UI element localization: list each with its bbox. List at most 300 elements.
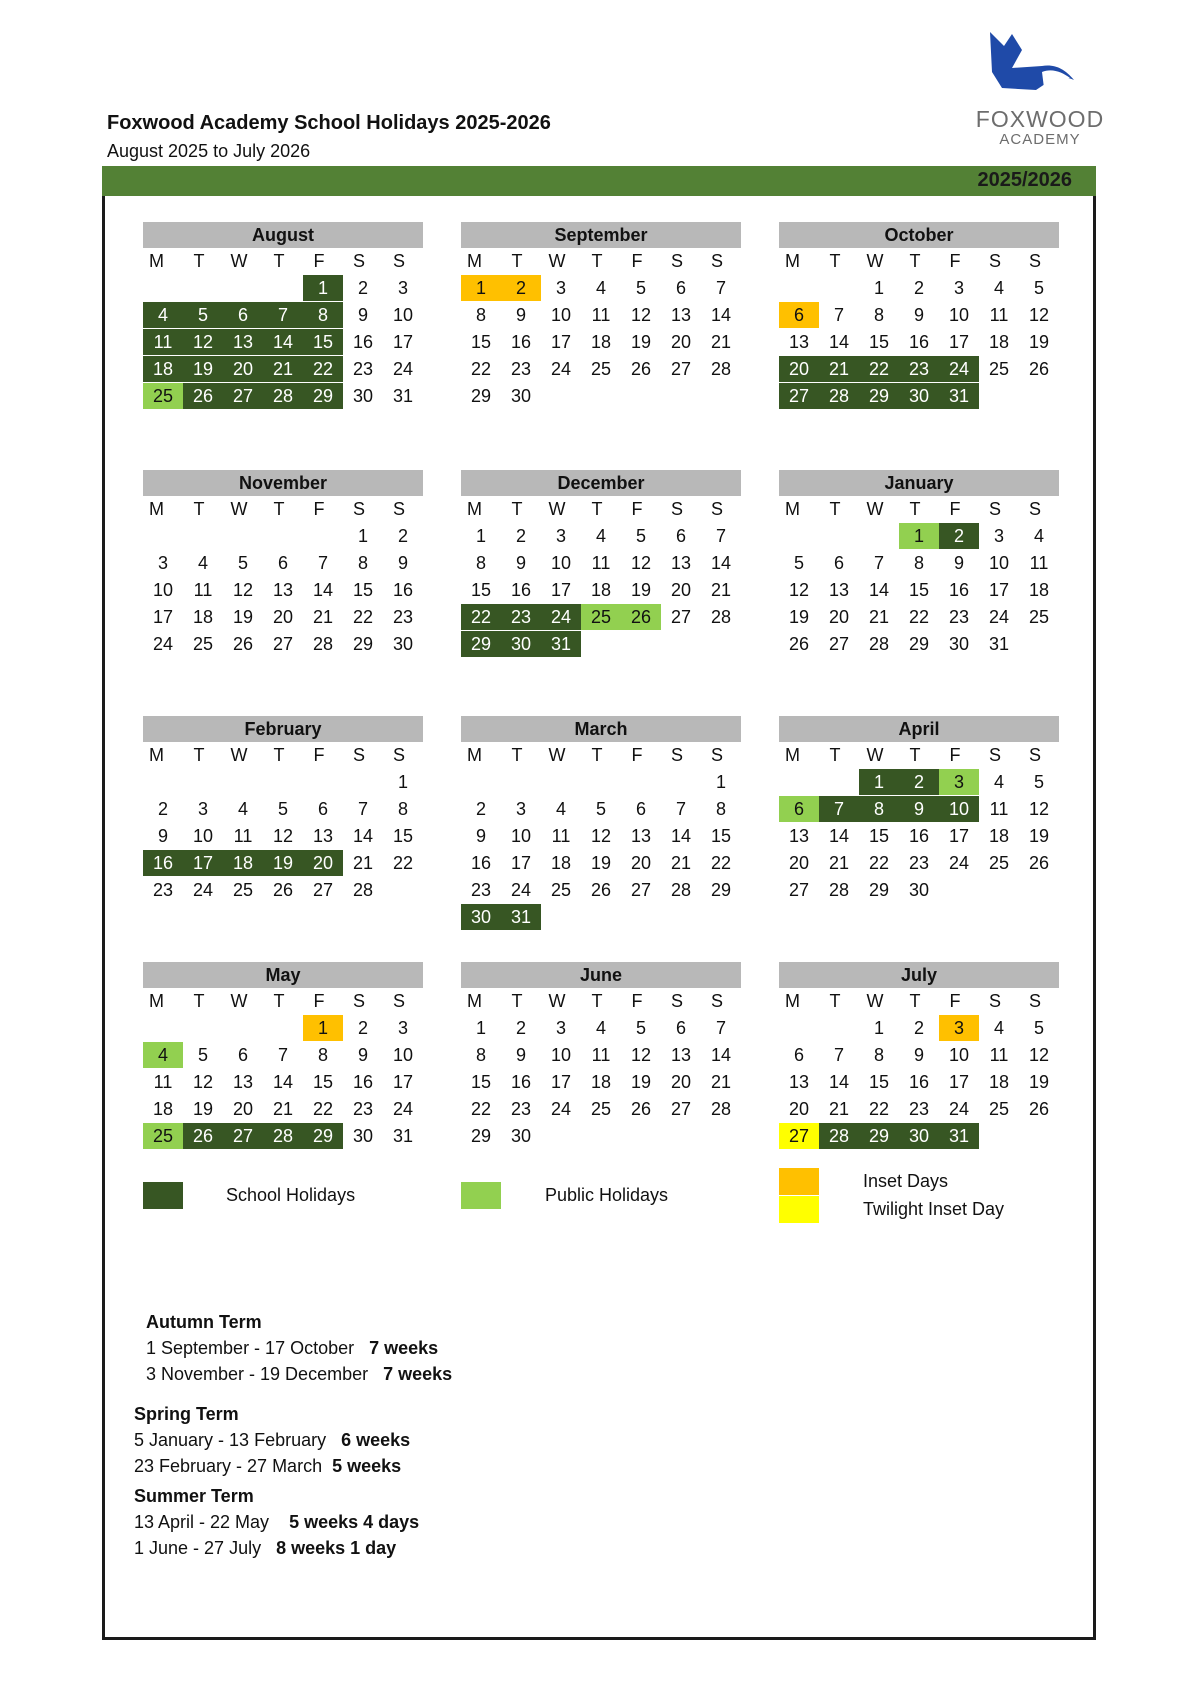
day-cell: 26 [630,1099,652,1119]
day-cell: 17 [550,580,572,600]
weekday-label: M [785,251,800,271]
day-cell: 4 [993,1018,1004,1038]
empty-day [303,769,343,795]
weekday-header [461,988,741,1015]
week-row [143,796,423,823]
day-cell: 11 [989,305,1009,325]
day-cell: 5 [635,278,646,298]
empty-day [939,877,979,903]
day-cell: 11 [989,1045,1009,1065]
page-title: Foxwood Academy School Holidays 2025-2026 [107,112,551,134]
day-cell: 8 [303,302,343,328]
day-cell: 30 [352,1126,374,1146]
day-cell: 11 [143,329,183,355]
month-days [779,988,1059,1150]
day-cell: 30 [461,904,501,930]
day-cell: 20 [788,853,810,873]
day-cell: 25 [550,880,572,900]
day-cell: 16 [352,332,374,352]
empty-day [383,877,423,903]
day-cell: 22 [908,607,930,627]
term-length: 5 weeks [332,1456,402,1476]
weekday-header [143,988,423,1015]
day-cell: 28 [263,383,303,409]
day-cell: 2 [357,278,368,298]
day-cell: 12 [630,1045,652,1065]
day-cell: 18 [223,850,263,876]
day-cell: 8 [317,1045,328,1065]
day-cell: 18 [988,1072,1010,1092]
month-days [143,496,423,658]
weekday-label: T [909,499,921,519]
weekday-label: F [313,991,325,1011]
day-cell: 29 [352,634,374,654]
day-cell: 24 [541,604,581,630]
weekday-label: T [909,745,921,765]
day-cell: 22 [470,1099,492,1119]
day-cell: 3 [397,1018,408,1038]
day-cell: 20 [670,1072,692,1092]
month-days [779,496,1059,658]
day-cell: 15 [312,1072,334,1092]
day-cell: 22 [312,1099,334,1119]
weekday-label: F [949,499,961,519]
weekday-label: T [829,745,841,765]
day-cell: 5 [183,302,223,328]
week-row [779,329,1059,356]
day-cell: 12 [590,826,612,846]
day-cell: 24 [948,1099,970,1119]
week-row [779,383,1059,410]
day-cell: 13 [828,580,850,600]
week-row [461,823,741,850]
day-cell: 13 [670,305,692,325]
weekday-label: M [467,745,482,765]
weekday-header [461,248,741,275]
weekday-label: S [392,745,405,765]
week-row [779,1096,1059,1123]
week-row [779,877,1059,904]
day-cell: 23 [470,880,492,900]
term-line [146,1335,452,1361]
day-cell: 14 [670,826,692,846]
day-cell: 26 [232,634,254,654]
week-row [779,356,1059,383]
weekday-label: F [949,991,961,1011]
day-cell: 30 [908,880,930,900]
day-cell: 19 [590,853,612,873]
empty-day [701,904,741,930]
term-line [146,1361,452,1387]
weekday-label: S [392,251,405,271]
weekday-label: M [467,499,482,519]
day-cell: 13 [788,1072,810,1092]
weekday-label: T [591,991,603,1011]
day-cell: 23 [510,359,532,379]
week-row [143,523,423,550]
day-cell: 1 [873,1018,884,1038]
day-cell: 1 [303,275,343,301]
day-cell: 29 [303,383,343,409]
week-row [461,275,741,302]
day-cell: 15 [470,332,492,352]
day-cell: 1 [303,1015,343,1041]
day-cell: 13 [788,826,810,846]
weekday-label: S [1028,991,1041,1011]
day-cell: 1 [475,1018,486,1038]
day-cell: 20 [630,853,652,873]
day-cell: 31 [939,1123,979,1149]
day-cell: 20 [232,1099,254,1119]
summer-term [134,1483,419,1561]
empty-day [779,523,819,549]
weekday-label: W [866,251,884,271]
weekday-label: T [591,499,603,519]
day-cell: 19 [1028,826,1050,846]
weekday-label: F [631,251,643,271]
month-name: November [143,470,423,496]
day-cell: 14 [263,329,303,355]
weekday-label: F [949,251,961,271]
weekday-label: T [909,991,921,1011]
day-cell: 25 [590,359,612,379]
month-name: December [461,470,741,496]
day-cell: 30 [352,386,374,406]
day-cell: 13 [670,1045,692,1065]
day-cell: 20 [223,356,263,382]
day-cell: 19 [1028,1072,1050,1092]
day-cell: 25 [143,383,183,409]
week-row [143,769,423,796]
week-row [779,631,1059,658]
weekday-header [143,496,423,523]
day-cell: 9 [913,305,924,325]
week-row [143,877,423,904]
day-cell: 22 [303,356,343,382]
day-cell: 12 [183,329,223,355]
day-cell: 31 [988,634,1010,654]
weekday-label: S [352,251,365,271]
day-cell: 17 [392,1072,414,1092]
day-cell: 16 [143,850,183,876]
month-january [779,470,1059,658]
day-cell: 10 [550,305,572,325]
day-cell: 19 [788,607,810,627]
term-dates: 5 January - 13 February [134,1430,327,1450]
day-cell: 30 [501,631,541,657]
day-cell: 25 [1028,607,1050,627]
day-cell: 9 [515,553,526,573]
day-cell: 26 [183,383,223,409]
day-cell: 30 [899,1123,939,1149]
day-cell: 13 [670,553,692,573]
day-cell: 25 [192,634,214,654]
weekday-label: T [829,251,841,271]
day-cell: 30 [392,634,414,654]
day-cell: 22 [392,853,414,873]
week-row [779,604,1059,631]
day-cell: 9 [357,1045,368,1065]
week-row [143,1042,423,1069]
month-name: October [779,222,1059,248]
weekday-label: W [866,499,884,519]
day-cell: 15 [908,580,930,600]
day-cell: 5 [237,553,248,573]
weekday-label: S [352,499,365,519]
day-cell: 27 [670,1099,692,1119]
spring-term [134,1401,410,1479]
day-cell: 4 [595,278,606,298]
day-cell: 2 [515,526,526,546]
empty-day [819,769,859,795]
day-cell: 2 [515,1018,526,1038]
weekday-header [461,496,741,523]
day-cell: 8 [475,305,486,325]
empty-day [779,1015,819,1041]
day-cell: 2 [357,1018,368,1038]
day-cell: 7 [317,553,328,573]
weekday-label: W [230,499,248,519]
week-row [143,577,423,604]
week-row [143,604,423,631]
day-cell: 24 [948,853,970,873]
day-cell: 15 [868,1072,890,1092]
day-cell: 1 [859,769,899,795]
week-row [779,796,1059,823]
day-cell: 6 [675,278,686,298]
day-cell: 20 [828,607,850,627]
day-cell: 1 [873,278,884,298]
term-line [134,1427,410,1453]
day-cell: 5 [277,799,288,819]
day-cell: 30 [510,1126,532,1146]
day-cell: 2 [397,526,408,546]
day-cell: 9 [157,826,168,846]
empty-day [501,769,541,795]
day-cell: 4 [993,772,1004,792]
day-cell: 21 [352,853,374,873]
day-cell: 11 [1029,553,1049,573]
day-cell: 8 [873,1045,884,1065]
day-cell: 18 [590,580,612,600]
day-cell: 9 [899,796,939,822]
day-cell: 14 [710,1045,732,1065]
day-cell: 4 [1033,526,1044,546]
day-cell: 1 [475,526,486,546]
day-cell: 25 [232,880,254,900]
day-cell: 28 [868,634,890,654]
weekday-label: F [949,745,961,765]
weekday-label: W [548,251,566,271]
day-cell: 12 [1028,1045,1050,1065]
day-cell: 16 [908,1072,930,1092]
week-row [779,850,1059,877]
day-cell: 16 [510,332,532,352]
day-cell: 19 [232,607,254,627]
day-cell: 22 [868,1099,890,1119]
month-name: March [461,716,741,742]
weekday-label: M [467,991,482,1011]
empty-day [621,383,661,409]
day-cell: 17 [550,332,572,352]
day-cell: 4 [143,302,183,328]
weekday-label: M [149,251,164,271]
day-cell: 23 [352,1099,374,1119]
empty-day [223,275,263,301]
day-cell: 6 [675,526,686,546]
day-cell: 10 [152,580,174,600]
day-cell: 9 [515,1045,526,1065]
weekday-label: T [909,251,921,271]
weekday-label: T [511,745,523,765]
month-days [461,988,741,1150]
day-cell: 21 [819,356,859,382]
weekday-label: M [785,991,800,1011]
empty-day [819,1015,859,1041]
day-cell: 15 [470,1072,492,1092]
day-cell: 6 [317,799,328,819]
day-cell: 28 [819,383,859,409]
day-cell: 19 [630,580,652,600]
month-days [143,742,423,904]
week-row [143,302,423,329]
legend-public-label: Public Holidays [545,1185,669,1205]
empty-day [1019,1123,1059,1149]
day-cell: 11 [193,580,213,600]
day-cell: 6 [277,553,288,573]
day-cell: 7 [819,796,859,822]
day-cell: 14 [312,580,334,600]
day-cell: 5 [635,1018,646,1038]
weekday-label: T [829,991,841,1011]
weekday-label: S [988,499,1001,519]
day-cell: 7 [263,302,303,328]
week-row [143,1015,423,1042]
page-subtitle: August 2025 to July 2026 [107,141,311,161]
day-cell: 10 [988,553,1010,573]
month-name: August [143,222,423,248]
month-name: May [143,962,423,988]
day-cell: 31 [541,631,581,657]
day-cell: 22 [868,853,890,873]
day-cell: 26 [183,1123,223,1149]
day-cell: 8 [859,796,899,822]
weekday-label: T [193,251,205,271]
week-row [143,1069,423,1096]
weekday-header [779,496,1059,523]
day-cell: 6 [675,1018,686,1038]
week-row [143,850,423,877]
day-cell: 3 [953,278,964,298]
weekday-label: S [352,991,365,1011]
weekday-header [779,248,1059,275]
day-cell: 21 [710,580,732,600]
day-cell: 9 [913,1045,924,1065]
empty-day [541,1123,581,1149]
day-cell: 11 [233,826,253,846]
weekday-label: F [313,499,325,519]
day-cell: 20 [788,1099,810,1119]
day-cell: 14 [828,1072,850,1092]
day-cell: 12 [630,305,652,325]
day-cell: 6 [237,1045,248,1065]
month-july [779,962,1059,1150]
day-cell: 21 [312,607,334,627]
day-cell: 7 [715,278,726,298]
day-cell: 25 [988,853,1010,873]
day-cell: 5 [595,799,606,819]
week-row [143,1096,423,1123]
day-cell: 1 [899,523,939,549]
month-days [779,248,1059,410]
empty-day [581,904,621,930]
day-cell: 13 [312,826,334,846]
logo-name: FOXWOOD [975,106,1105,132]
day-cell: 14 [828,332,850,352]
day-cell: 26 [272,880,294,900]
term-line [134,1535,419,1561]
empty-day [183,1015,223,1041]
day-cell: 17 [510,853,532,873]
weekday-label: F [631,745,643,765]
day-cell: 18 [192,607,214,627]
day-cell: 23 [908,1099,930,1119]
day-cell: 24 [550,359,572,379]
day-cell: 7 [715,526,726,546]
weekday-label: M [149,991,164,1011]
day-cell: 27 [312,880,334,900]
day-cell: 26 [621,604,661,630]
day-cell: 27 [779,1123,819,1149]
day-cell: 12 [630,553,652,573]
week-row [461,1123,741,1150]
legend-school-label: School Holidays [226,1185,356,1205]
week-row [779,769,1059,796]
empty-day [263,1015,303,1041]
day-cell: 31 [392,1126,414,1146]
day-cell: 14 [352,826,374,846]
day-cell: 11 [153,1072,173,1092]
day-cell: 4 [197,553,208,573]
day-cell: 11 [989,799,1009,819]
day-cell: 29 [470,386,492,406]
day-cell: 26 [788,634,810,654]
day-cell: 14 [828,826,850,846]
empty-day [1019,383,1059,409]
empty-day [979,877,1019,903]
day-cell: 7 [715,1018,726,1038]
day-cell: 3 [555,278,566,298]
empty-day [143,1015,183,1041]
day-cell: 29 [868,880,890,900]
week-row [143,275,423,302]
day-cell: 12 [1028,305,1050,325]
day-cell: 20 [272,607,294,627]
day-cell: 26 [590,880,612,900]
month-name: July [779,962,1059,988]
day-cell: 29 [303,1123,343,1149]
spring-term-heading: Spring Term [134,1404,239,1424]
day-cell: 10 [939,796,979,822]
autumn-term [146,1309,452,1387]
year-label: 2025/2026 [977,169,1072,191]
empty-day [701,1123,741,1149]
day-cell: 14 [272,1072,294,1092]
day-cell: 15 [303,329,343,355]
day-cell: 3 [555,526,566,546]
day-cell: 2 [913,1018,924,1038]
month-october [779,222,1059,410]
